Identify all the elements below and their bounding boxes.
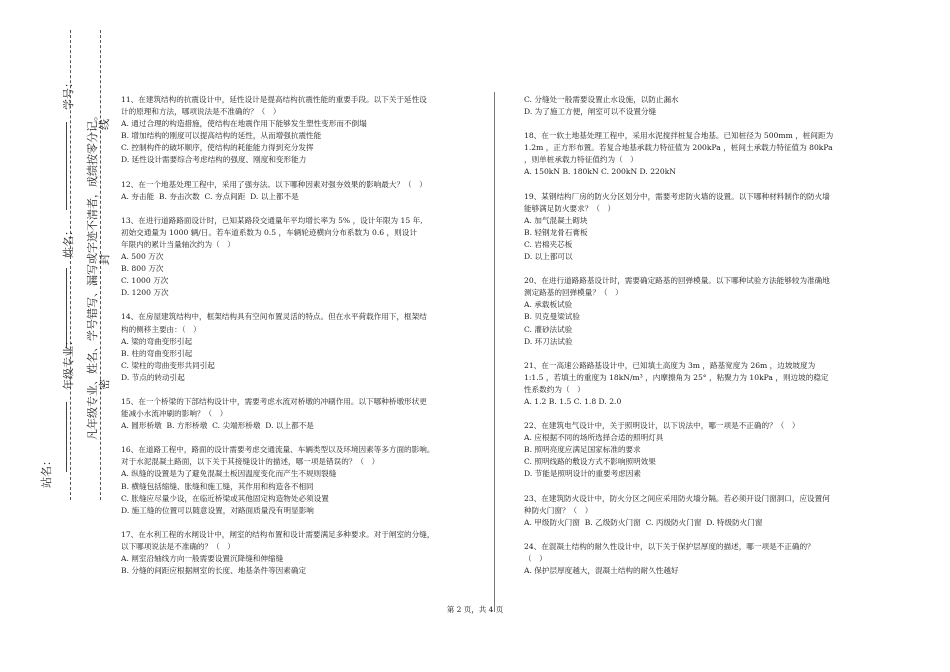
question-block [121,94,475,167]
answer-option: A. 1.2 B. 1.5 C. 1.8 D. 2.0 [524,396,622,406]
column-divider [494,92,495,612]
answer-option: D. 为了施工方便，闸室可以不设置分缝 [524,107,657,117]
answer-option: B. 轻钢龙骨石膏板 [524,227,588,237]
question-stem-line: 18、在一软土地基处理工程中，采用水泥搅拌桩复合地基。已知桩径为 500mm ，桩间距为 [524,131,834,141]
question-stem-line: 以下哪项说法是不准确的？（ ） [121,541,235,551]
answer-option: B. 柱的弯曲变形引起 [121,348,193,358]
answer-option: B. 照明亮度应满足国家标准的要求 [524,445,641,455]
question-block [524,360,884,408]
question-stem-line: 计的原理和方法，哪项说法是不准确的？（ ） [121,107,281,117]
question-stem-line: 能够满足防火要求？（ ） [524,203,616,213]
question-stem-line: 测定路基的回弹模量？（ ） [524,288,623,298]
question-block [121,529,475,577]
page-footer: 第 2 页，共 4 页 [446,605,504,614]
question-stem-line: 19、某钢结构厂房的防火分区划分中，需要考虑防火墙的设置。以下哪种材料制作的防火墙 [524,191,830,201]
answer-option: A. 保护层厚度越大，混凝土结构的耐久性越好 [524,566,679,575]
answer-option: B. 横缝包括缩缝、胀缝和施工缝，其作用和构造各不相同 [121,481,314,491]
seal-char-mi: 密 [98,379,111,390]
question-stem-line: 22、在建筑电气设计中，关于照明设计，以下说法中，哪一项是不正确的？（ ） [524,421,800,431]
question-block [524,420,884,480]
answer-option: A. 150kN B. 180kN C. 200kN D. 220kN [524,167,676,177]
answer-option: A. 通过合理的构造措施，使结构在地震作用下能够发生塑性变形而不倒塌 [121,119,367,129]
answer-option: A. 梁的弯曲变形引起 [121,336,193,346]
question-block [121,215,475,300]
answer-option: A. 承载板试验 [524,300,573,310]
question-stem-line: 12、在一个地基处理工程中，采用了强夯法。以下哪种因素对强夯效果的影响最大？（ ） [121,179,427,189]
answer-option: D. 环刀法试验 [524,336,573,346]
question-stem-line: ，则单桩承载力特征值约为（ ） [524,155,638,165]
answer-option: D. 节点的转动引起 [121,372,185,382]
answer-option: C. 分缝处一般需要设置止水设施，以防止漏水 [524,95,679,104]
right-column [524,94,884,589]
answer-option: D. 以上都可以 [524,252,573,262]
answer-option: A. 加气混凝土砌块 [524,215,588,225]
grade-major-label: 年级专业： [62,335,75,390]
answer-option: C. 梁柱的弯曲变形共同引起 [121,360,215,370]
answer-option: B. 分缝的间距应根据闸室的长度、地基条件等因素确定 [121,566,307,576]
answer-option: D. 延性设计需要综合考虑结构的强度、刚度和变形能力 [121,155,307,165]
question-stem-line: 23、在建筑防火设计中，防火分区之间应采用防火墙分隔。若必须开设门窗洞口，应设置何 [524,493,830,503]
question-stem-line: （ ） [524,553,547,563]
question-stem-line: 21、在一高速公路路基设计中，已知填土高度为 3m ，路基宽度为 26m ，边坡坡度为 [524,360,816,370]
question-stem-line: 1.2m ，正方形布置。若复合地基承载力特征值为 200kPa ，桩间土承载力特征值为 80kPa [524,143,833,153]
answer-option: A. 500 万次 [121,252,164,262]
question-block [121,396,475,432]
question-block [121,444,475,517]
student-number-field[interactable] [66,122,67,210]
question-stem-line: 15、在一个桥梁的下部结构设计中，需要考虑水流对桥墩的冲刷作用。以下哪种桥墩形状更 [121,396,427,406]
grade-major-field[interactable] [66,402,67,472]
binding-notice: 凡年级专业、姓名、学号错写、漏写或字迹不清者，成绩按零分记。 [86,110,99,440]
binding-line-outer [100,30,101,500]
answer-option: A. 纵缝的设置是为了避免混凝土板因温度变化而产生不规则裂缝 [121,469,337,479]
binding-margin [0,0,110,672]
answer-option: A. 圆形桥墩 B. 方形桥墩 C. 尖端形桥墩 D. 以上都不是 [121,421,314,431]
question-stem-line: 初始交通量为 1000 辆/日。若车道系数为 0.5 ，车辆轮迹横向分布系数为 0.6 ，则设计 [121,227,417,237]
question-stem-line: 11、在建筑结构的抗震设计中，延性设计是提高结构抗震性能的重要手段。以下关于延性设 [121,95,427,104]
question-block [524,541,884,577]
question-block [524,94,884,118]
answer-option: D. 施工缝的位置可以随意设置，对路面质量没有明显影响 [121,505,314,515]
school-label: 站名： [40,455,53,488]
question-block [524,493,884,529]
answer-option: D. 1200 万次 [121,288,169,298]
answer-option: A. 夯击能 B. 夯击次数 C. 夯点间距 D. 以上都不是 [121,191,299,201]
question-stem-line: 性系数约为（ ） [524,384,585,394]
question-stem-line: 13、在进行道路路面设计时，已知某路段交通量年平均增长率为 5% ，设计年限为 15 年, [121,215,423,225]
question-block [524,191,884,264]
answer-option: B. 800 万次 [121,264,164,274]
question-stem-line: 16、在道路工程中，路面的设计需要考虑交通流量、车辆类型以及环境因素等多方面的影响。 [121,445,435,455]
question-stem-line: 17、在水利工程的水闸设计中，闸室的结构布置和设计需要满足多种要求。对于闸室的分缝， [121,529,435,539]
question-block [121,179,475,203]
seal-char-xian: 线 [98,119,111,130]
answer-option: D. 节能是照明设计的重要考虑因素 [524,469,641,479]
question-block [121,311,475,384]
question-stem-line: 1:1.5 ，若填土的重度为 18kN/m³ ，内摩擦角为 25° ，粘聚力为 10kPa ，则边坡的稳定 [524,372,829,382]
question-stem-line: 对于水泥混凝土路面，以下关于其接缝设计的描述，哪一项是错误的？（ ） [121,457,380,467]
question-stem-line: 构的侧移主要由：（ ） [121,324,201,334]
answer-option: B. 增加结构的刚度可以提高结构的延性，从而增强抗震性能 [121,131,322,141]
answer-option: C. 1000 万次 [121,276,169,286]
answer-option: C. 控制构件的破坏顺序，使结构的耗能能力得到充分发挥 [121,143,314,153]
question-stem-line: 20、在进行道路路基设计时，需要确定路基的回弹模量。以下哪种试验方法能够较为准确地 [524,276,830,286]
answer-option: A. 闸室沿轴线方向一般需要设置沉降缝和伸缩缝 [121,554,284,563]
answer-option: C. 岩棉夹芯板 [524,239,573,249]
question-stem-line: 能减小水流冲刷的影响？（ ） [121,409,228,419]
answer-option: C. 照明线路的敷设方式不影响照明效果 [524,457,656,467]
answer-option: B. 贝克曼梁试验 [524,312,580,322]
answer-option: C. 灌砂法试验 [524,324,573,334]
seal-char-feng: 封 [98,254,111,265]
question-block [524,130,884,178]
answer-option: C. 胀缝应尽量少设，在临近桥梁或其他固定构造物处必须设置 [121,493,329,503]
student-number-label: 学号： [62,77,75,110]
answer-option: A. 甲级防火门窗 B. 乙级防火门窗 C. 丙级防火门窗 D. 特级防火门窗 [524,517,763,527]
question-stem-line: 14、在房屋建筑结构中，框架结构具有空间布置灵活的特点。但在水平荷载作用下，框架结 [121,312,427,322]
question-stem-line: 年限内的累计当量轴次约为（ ） [121,239,235,249]
student-name-label: 姓名： [62,225,75,258]
answer-option: A. 应根据不同的场所选择合适的照明灯具 [524,433,664,443]
question-stem-line: 24、在混凝土结构的耐久性设计中，以下关于保护层厚度的描述，哪一项是不正确的？ [524,541,815,551]
question-stem-line: 种防火门窗？（ ） [524,505,593,515]
left-column [121,94,475,589]
question-block [524,275,884,348]
